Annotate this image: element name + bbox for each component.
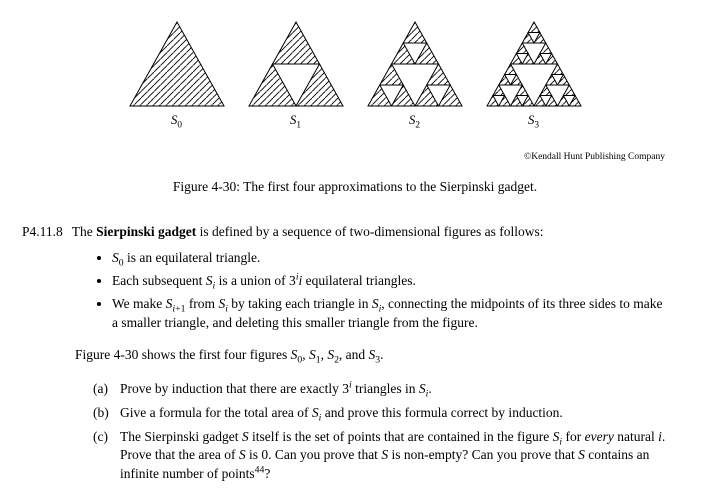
subproblem-b-label: (b): [93, 404, 109, 420]
subproblem-a-text: Prove by induction that there are exactly 3$^i$ triangles in $S_i$.: [120, 379, 432, 400]
panel-label-s1: $S_1$: [289, 112, 302, 131]
sierpinski-s0-drawing: [128, 20, 226, 108]
copyright-notice: ©Kendall Hunt Publishing Company: [523, 152, 665, 163]
problem-statement: [22, 223, 668, 242]
sierpinski-panel-s3: [485, 20, 583, 129]
problem-intro-text: The Sierpinski gadget is defined by a sequence of two-dimensional figures as follows:: [71, 224, 544, 240]
sierpinski-s3-drawing: [485, 20, 583, 108]
subproblem-c-text: The Sierpinski gadget S itself is the set of points that are contained in the figure $S_i$ for every natural i. Prove that the area of S is 0. Can you prove that S is non-empty? Can you prove that S contains an infinite number of points$^{44}$?: [120, 428, 666, 482]
sierpinski-panel-s1: [247, 20, 345, 129]
subproblem-list: [93, 380, 668, 484]
subproblem-c-label: (c): [93, 428, 108, 444]
sierpinski-s1-drawing: [247, 20, 345, 108]
bullet-item-3: • We make $S_{i+1}$ from $S_i$ by taking each triangle in $S_i$, connecting the midpoints of its three sides to make a smaller triangle, and deleting this smaller triangle from the figure.: [112, 295, 665, 333]
subproblem-a-label: (a): [93, 380, 108, 396]
bullet-item-1: • $S_0$ is an equilateral triangle.: [112, 249, 665, 268]
subproblem-c: [93, 428, 668, 485]
sierpinski-panel-s2: [366, 20, 464, 129]
figure-4-30: [0, 0, 710, 129]
panel-label-s2: $S_2$: [408, 112, 421, 131]
panel-label-s3: $S_3$: [527, 112, 540, 131]
figure-caption: Figure 4-30: The first four approximations to the Sierpinski gadget.: [172, 179, 538, 195]
sierpinski-panel-s0: [128, 20, 226, 129]
subproblem-a: [93, 380, 668, 399]
definition-bullet-list: [0, 249, 665, 333]
problem-number: P4.11.8: [22, 224, 63, 240]
panel-label-s0: $S_0$: [170, 112, 183, 131]
subproblem-b: [93, 404, 668, 423]
bullet-item-2: • Each subsequent $S_i$ is a union of 3$^i$i equilateral triangles.: [112, 272, 665, 291]
subproblem-b-text: Give a formula for the total area of $S_i$ and prove this formula correct by induction.: [120, 404, 563, 424]
figure-reference: Figure 4-30 shows the first four figures $S_0$, $S_1$, $S_2$, and $S_3$.: [75, 346, 384, 366]
sierpinski-s2-drawing: [366, 20, 464, 108]
